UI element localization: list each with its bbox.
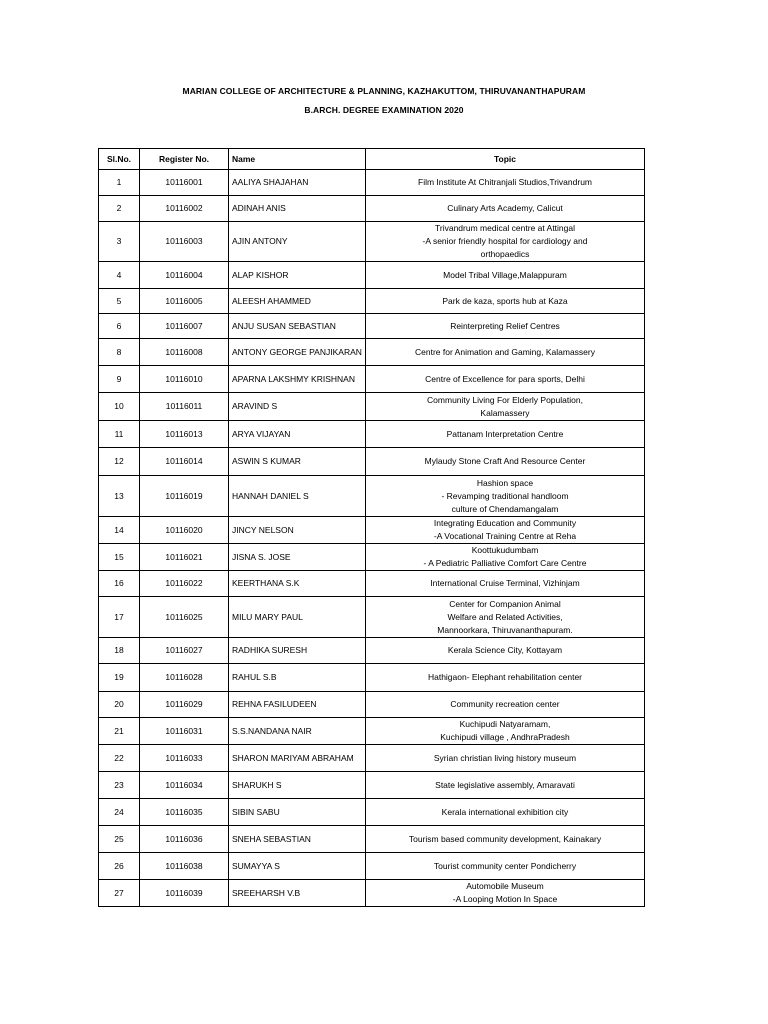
table-row <box>99 196 645 222</box>
table-row <box>99 692 645 718</box>
cell-topic: Kuchipudi Natyaramam, Kuchipudi village , AndhraPradesh <box>366 718 645 745</box>
cell-topic: Koottukudumbam - A Pediatric Palliative Comfort Care Centre <box>366 544 645 571</box>
table-row <box>99 638 645 664</box>
cell-sl-no: 21 <box>99 718 140 745</box>
cell-register-no: 10116033 <box>140 745 229 772</box>
cell-register-no: 10116034 <box>140 772 229 799</box>
cell-name: SUMAYYA S <box>229 853 366 880</box>
cell-topic: Hathigaon- Elephant rehabilitation center <box>366 664 645 692</box>
cell-register-no: 10116010 <box>140 366 229 393</box>
cell-topic: Centre for Animation and Gaming, Kalamassery <box>366 339 645 366</box>
cell-register-no: 10116014 <box>140 448 229 476</box>
table-row <box>99 393 645 421</box>
cell-name: S.S.NANDANA NAIR <box>229 718 366 745</box>
cell-name: SHARUKH S <box>229 772 366 799</box>
cell-register-no: 10116001 <box>140 170 229 196</box>
cell-register-no: 10116011 <box>140 393 229 421</box>
cell-sl-no: 17 <box>99 597 140 638</box>
table-row <box>99 664 645 692</box>
cell-name: ALAP KISHOR <box>229 262 366 289</box>
cell-register-no: 10116002 <box>140 196 229 222</box>
table-row <box>99 799 645 826</box>
cell-topic: Kerala international exhibition city <box>366 799 645 826</box>
topics-table <box>98 148 645 907</box>
cell-topic: Community Living For Elderly Population, Kalamassery <box>366 393 645 421</box>
cell-name: HANNAH DANIEL S <box>229 476 366 517</box>
cell-topic: Automobile Museum -A Looping Motion In Space <box>366 880 645 907</box>
column-header-topic: Topic <box>366 149 645 170</box>
cell-topic: Park de kaza, sports hub at Kaza <box>366 289 645 314</box>
table-row <box>99 597 645 638</box>
cell-register-no: 10116007 <box>140 314 229 339</box>
cell-topic: Model Tribal Village,Malappuram <box>366 262 645 289</box>
cell-name: JINCY NELSON <box>229 517 366 544</box>
table-row <box>99 745 645 772</box>
cell-register-no: 10116031 <box>140 718 229 745</box>
table-row <box>99 421 645 448</box>
cell-name: SNEHA SEBASTIAN <box>229 826 366 853</box>
table-row <box>99 314 645 339</box>
cell-sl-no: 27 <box>99 880 140 907</box>
table-body <box>99 170 645 907</box>
cell-name: AALIYA SHAJAHAN <box>229 170 366 196</box>
cell-name: RAHUL S.B <box>229 664 366 692</box>
cell-sl-no: 8 <box>99 339 140 366</box>
cell-register-no: 10116005 <box>140 289 229 314</box>
cell-topic: Centre of Excellence for para sports, Delhi <box>366 366 645 393</box>
cell-name: ADINAH ANIS <box>229 196 366 222</box>
column-header-sl-no: Sl.No. <box>99 149 140 170</box>
cell-name: MILU MARY PAUL <box>229 597 366 638</box>
cell-topic: Film Institute At Chitranjali Studios,Trivandrum <box>366 170 645 196</box>
cell-register-no: 10116039 <box>140 880 229 907</box>
cell-name: JISNA S. JOSE <box>229 544 366 571</box>
cell-name: ASWIN S KUMAR <box>229 448 366 476</box>
table-row <box>99 517 645 544</box>
cell-sl-no: 6 <box>99 314 140 339</box>
cell-sl-no: 9 <box>99 366 140 393</box>
cell-topic: Mylaudy Stone Craft And Resource Center <box>366 448 645 476</box>
cell-topic: Community recreation center <box>366 692 645 718</box>
cell-name: REHNA FASILUDEEN <box>229 692 366 718</box>
cell-topic: State legislative assembly, Amaravati <box>366 772 645 799</box>
cell-register-no: 10116022 <box>140 571 229 597</box>
cell-sl-no: 23 <box>99 772 140 799</box>
cell-sl-no: 25 <box>99 826 140 853</box>
table-row <box>99 544 645 571</box>
cell-register-no: 10116038 <box>140 853 229 880</box>
cell-topic: Syrian christian living history museum <box>366 745 645 772</box>
cell-topic: Hashion space - Revamping traditional handloom culture of Chendamangalam <box>366 476 645 517</box>
cell-name: KEERTHANA S.K <box>229 571 366 597</box>
cell-name: ARAVIND S <box>229 393 366 421</box>
cell-name: ARYA VIJAYAN <box>229 421 366 448</box>
cell-sl-no: 12 <box>99 448 140 476</box>
cell-sl-no: 11 <box>99 421 140 448</box>
cell-register-no: 10116027 <box>140 638 229 664</box>
cell-topic: Integrating Education and Community -A Vocational Training Centre at Reha <box>366 517 645 544</box>
cell-register-no: 10116013 <box>140 421 229 448</box>
cell-name: ANJU SUSAN SEBASTIAN <box>229 314 366 339</box>
table-row <box>99 366 645 393</box>
cell-sl-no: 4 <box>99 262 140 289</box>
table-row <box>99 170 645 196</box>
column-header-register-no: Register No. <box>140 149 229 170</box>
cell-sl-no: 26 <box>99 853 140 880</box>
table-header-row <box>99 149 645 170</box>
cell-name: APARNA LAKSHMY KRISHNAN <box>229 366 366 393</box>
cell-sl-no: 5 <box>99 289 140 314</box>
cell-register-no: 10116004 <box>140 262 229 289</box>
table-row <box>99 571 645 597</box>
exam-title: B.ARCH. DEGREE EXAMINATION 2020 <box>304 105 464 115</box>
table-row <box>99 448 645 476</box>
cell-sl-no: 2 <box>99 196 140 222</box>
cell-topic: International Cruise Terminal, Vizhinjam <box>366 571 645 597</box>
cell-sl-no: 19 <box>99 664 140 692</box>
cell-register-no: 10116003 <box>140 222 229 262</box>
table-row <box>99 289 645 314</box>
cell-register-no: 10116008 <box>140 339 229 366</box>
cell-sl-no: 3 <box>99 222 140 262</box>
cell-register-no: 10116029 <box>140 692 229 718</box>
cell-topic: Trivandrum medical centre at Attingal -A senior friendly hospital for cardiology and orthopaedics <box>366 222 645 262</box>
cell-topic: Kerala Science City, Kottayam <box>366 638 645 664</box>
column-header-name: Name <box>229 149 366 170</box>
cell-name: ANTONY GEORGE PANJIKARAN <box>229 339 366 366</box>
cell-topic: Center for Companion Animal Welfare and Related Activities, Mannoorkara, Thiruvananthapuram. <box>366 597 645 638</box>
table-row <box>99 222 645 262</box>
cell-register-no: 10116020 <box>140 517 229 544</box>
cell-topic: Tourist community center Pondicherry <box>366 853 645 880</box>
table-row <box>99 476 645 517</box>
cell-register-no: 10116028 <box>140 664 229 692</box>
table-row <box>99 880 645 907</box>
cell-register-no: 10116025 <box>140 597 229 638</box>
cell-sl-no: 1 <box>99 170 140 196</box>
cell-sl-no: 18 <box>99 638 140 664</box>
table-row <box>99 339 645 366</box>
cell-name: SREEHARSH V.B <box>229 880 366 907</box>
cell-sl-no: 14 <box>99 517 140 544</box>
cell-sl-no: 20 <box>99 692 140 718</box>
cell-register-no: 10116036 <box>140 826 229 853</box>
cell-name: AJIN ANTONY <box>229 222 366 262</box>
cell-name: ALEESH AHAMMED <box>229 289 366 314</box>
cell-name: SIBIN SABU <box>229 799 366 826</box>
cell-sl-no: 10 <box>99 393 140 421</box>
table-row <box>99 262 645 289</box>
cell-sl-no: 22 <box>99 745 140 772</box>
table-row <box>99 718 645 745</box>
cell-name: SHARON MARIYAM ABRAHAM <box>229 745 366 772</box>
cell-sl-no: 16 <box>99 571 140 597</box>
cell-sl-no: 24 <box>99 799 140 826</box>
cell-register-no: 10116021 <box>140 544 229 571</box>
cell-name: RADHIKA SURESH <box>229 638 366 664</box>
cell-register-no: 10116019 <box>140 476 229 517</box>
cell-topic: Tourism based community development, Kainakary <box>366 826 645 853</box>
cell-sl-no: 13 <box>99 476 140 517</box>
cell-topic: Pattanam Interpretation Centre <box>366 421 645 448</box>
cell-topic: Culinary Arts Academy, Calicut <box>366 196 645 222</box>
college-title: MARIAN COLLEGE OF ARCHITECTURE & PLANNING, KAZHAKUTTOM, THIRUVANANTHAPURAM <box>182 86 586 96</box>
table-row <box>99 826 645 853</box>
cell-topic: Reinterpreting Relief Centres <box>366 314 645 339</box>
cell-register-no: 10116035 <box>140 799 229 826</box>
cell-sl-no: 15 <box>99 544 140 571</box>
table-row <box>99 853 645 880</box>
table-row <box>99 772 645 799</box>
